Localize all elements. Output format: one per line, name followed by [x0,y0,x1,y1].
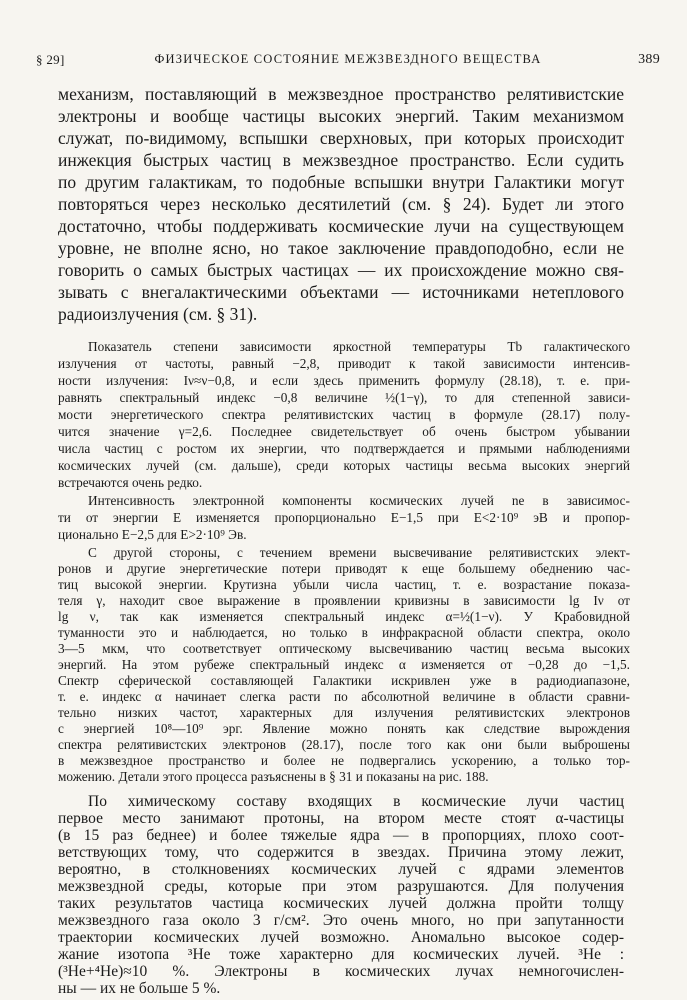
text-line: встречаются очень редко. [58,475,203,490]
text-line: lg ν, так как изменяется спектральный индекс α=½(1−ν). У Крабовидной [58,609,630,624]
text-line: энергий. На этом рубеже спектральный индекс α изменяется от −0,28 до −1,5. [58,657,630,672]
text-line: первое место занимают протоны, на втором месте стоят α-частицы [58,810,624,827]
text-line: По химическому составу входящих в космические лучи частиц [88,793,624,810]
text-line: (³He+⁴He)≈10 %. Электроны в космических лучах немногочислен- [58,963,624,980]
text-line: тиц высокой энергии. Крутизна убыли числа частиц, т. е. возрастание показа- [58,577,630,592]
text-line: т. е. индекс α начинает слегка расти по абсолютной величине в области сравни- [58,689,630,704]
text-line: траектории космических лучей возможно. Аномально высокое содер- [58,929,624,946]
text-line: с энергией 10⁸—10⁹ эрг. Явление можно понять как следствие вырождения [58,721,630,736]
text-line: механизм, поставляющий в межзвездное пространство релятивистские [58,84,624,104]
text-line: межзвездного газа около 3 г/см². Это очень много, но при запутанности [58,912,624,929]
text-line: межзвездной среды, которые при этом разрушаются. Для получения [58,878,624,895]
text-line: равнять спектральный индекс −0,8 величине ½(1−γ), то для степенной зависи- [58,390,630,405]
text-line: излучения от частоты, равный −2,8, приводит к такой зависимости интенсив- [58,356,630,371]
text-line: чится значение γ=2,6. Последнее свидетельствует об очень быстром убывании [58,424,630,439]
text-line: вероятно, в столкновениях космических лучей с ядрами элементов [58,861,624,878]
text-line: ны — их не больше 5 %. [58,980,221,997]
text-line: достаточно, чтобы поддерживать космические лучи на существующем [58,216,624,236]
text-line: ти от энергии E изменяется пропорционально E−1,5 при E<2·10⁹ эВ и пропор- [58,510,630,525]
text-line: по другим галактикам, то подобные вспышки внутри Галактики могут [58,172,624,192]
text-line: зывать с внегалактическими объектами — источниками нетеплового [58,282,624,302]
section-marker: § 29] [36,52,65,67]
text-line: повторяться через несколько десятилетий (см. § 24). Будет ли этого [58,194,624,214]
text-line: космических лучей (см. дальше), среди которых частицы весьма высоких энергий [58,458,630,473]
text-line: в межзвездное пространство и более не подвергались ускорению, а только тор- [58,753,630,768]
text-line: Показатель степени зависимости яркостной температуры Tb галактического [88,339,630,354]
text-line: Спектр сферической составляющей Галактики искривлен уже в радиодиапазоне, [58,673,630,688]
text-line: ности излучения: Iν≈ν−0,8, и если здесь применить формулу (28.18), т. е. при- [58,373,630,388]
text-line: радиоизлучения (см. § 31). [58,304,258,324]
text-line: служат, по-видимому, вспышки сверхновых, при которых происходит [58,128,624,148]
chapter-title: ФИЗИЧЕСКОЕ СОСТОЯНИЕ МЕЖЗВЕЗДНОГО ВЕЩЕСТВА [154,52,542,66]
text-line: инжекция быстрых частиц в межзвездное пространство. Если судить [58,150,624,170]
page-number: 389 [638,52,660,67]
text-line: С другой стороны, с течением времени высвечивание релятивистских элект- [88,545,630,560]
text-line: ционально E−2,5 для E>2·10⁹ Эв. [58,527,247,542]
text-line: мости энергетического спектра релятивистских частиц в формуле (28.17) полу- [58,407,630,422]
text-line: 3—5 мкм, что соответствует оптическому высвечиванию частиц весьма высоких [58,641,630,656]
text-line: тельно низких частот, характерных для излучения релятивистских электронов [58,705,630,720]
text-line: электроны и вообще частицы высоких энергий. Таким механизмом [58,106,624,126]
text-line: ронов и другие энергетические потери приводят к еще большему обеднению час- [58,561,630,576]
text-line: (в 15 раз беднее) и более тяжелые ядра — в пропорциях, плохо соот- [58,827,624,844]
text-line: числа частиц с ростом их энергии, что подтверждается и прямыми наблюдениями [58,441,630,456]
text-line: теля γ, находит свое выражение в проявлении кривизны в зависимости lg Iν от [58,593,630,608]
text-line: можению. Детали этого процесса разъяснены в § 31 и показаны на рис. 188. [58,769,489,784]
text-line: ветствующих тому, что содержится в звездах. Причина этому лежит, [58,844,624,861]
text-line: уровне, не вполне ясно, но такое заключение правдоподобно, если не [58,238,624,258]
running-header [36,52,660,72]
text-line: говорить о самых быстрых частицах — их происхождение можно свя- [58,260,624,280]
text-line: Интенсивность электронной компоненты космических лучей ne в зависимос- [88,493,630,508]
text-line: спектра релятивистских электронов (28.17), после того как они были выброшены [58,737,630,752]
text-line: туманности это и наблюдается, но только в инфракрасной области спектра, около [58,625,630,640]
text-line: таких результатов частица космических лучей должна пройти толщу [58,895,624,912]
text-line: жание изотопа ³He тоже характерно для космических лучей. ³He : [58,946,624,963]
